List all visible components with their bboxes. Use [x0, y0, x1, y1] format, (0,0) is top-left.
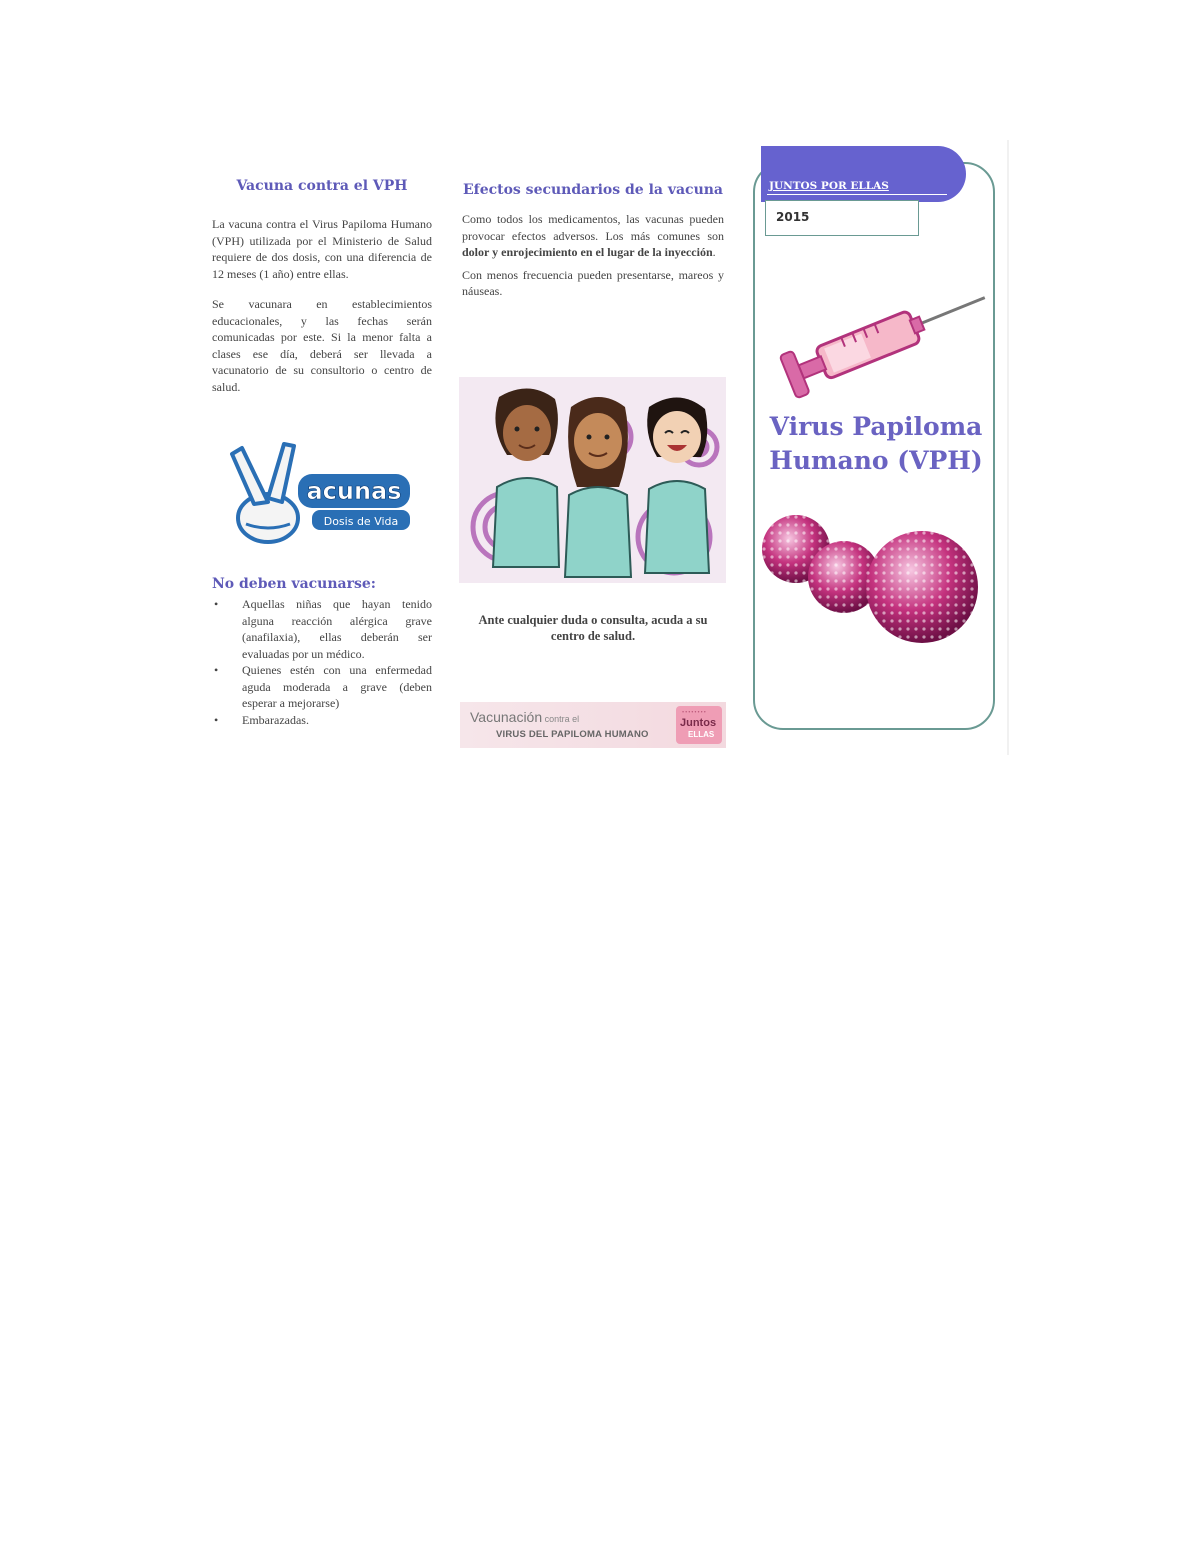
tab-rule: [767, 194, 947, 195]
banner-line2: VIRUS DEL PAPILOMA HUMANO: [496, 729, 649, 740]
cover-title: Virus Papiloma Humano (VPH): [769, 412, 983, 475]
syringe-barrel: [815, 310, 920, 379]
vaccine-location-paragraph: Se vacunara en establecimientos educacionales, y las fechas serán comunicadas por este. Si la menor falta a clases ese día, deberá ser llevada a vacunatorio de su consultorio o centro de salud.: [212, 297, 432, 394]
juntos-badge: [676, 706, 722, 744]
girl-right: [645, 397, 709, 573]
logo-word: acunas: [306, 477, 402, 505]
list-item: • Embarazadas.: [212, 712, 432, 729]
page-edge-mark: [1007, 140, 1009, 755]
side-effects-text-bold: dolor y enrojecimiento en el lugar de la inyección: [462, 245, 713, 259]
vaccine-info-column: [212, 178, 432, 409]
logo-sub: Dosis de Vida: [323, 515, 399, 528]
hand-finger-left: [232, 448, 268, 504]
no-deben-list: [212, 596, 432, 728]
virus-particles-image: [760, 505, 985, 650]
side-effects-paragraph: [462, 211, 724, 261]
vaccine-doses-paragraph: La vacuna contra el Virus Papiloma Humano (VPH) utilizada por el Ministerio de Salud requiere de dos dosis, con una diferencia de 12 meses (1 año) entre ellas.: [212, 217, 432, 281]
syringe-needle: [912, 298, 984, 327]
year-box: [765, 200, 919, 236]
list-item: • Quienes estén con una enfermedad aguda moderada a grave (deben esperar a mejorarse): [212, 662, 432, 712]
consult-note: Ante cualquier duda o consulta, acuda a su centro de salud.: [478, 613, 708, 643]
virus-particle-3: [866, 531, 978, 643]
syringe-icon: [765, 275, 995, 405]
side-effects-text-c: .: [712, 245, 716, 259]
side-effects-column: [462, 180, 724, 314]
side-effects-text-a: Como todos los medicamentos, las vacunas pueden provocar efectos adversos. Los más comunes son: [462, 212, 724, 243]
campaign-banner: [460, 702, 726, 748]
badge-dots: ••••••••: [682, 710, 707, 716]
vacunas-logo: [228, 440, 418, 555]
no-deben-heading: No deben vacunarse:: [212, 576, 376, 592]
less-frequent-paragraph: Con menos frecuencia pueden presentarse, mareos y náuseas.: [462, 267, 724, 298]
side-effects-heading: Efectos secundarios de la vacuna: [463, 182, 723, 198]
list-item: • Aquellas niñas que hayan tenido alguna reacción alérgica grave (anafilaxia), ellas deberán ser evaluadas por un médico.: [212, 596, 432, 662]
hand-finger-right: [268, 444, 294, 502]
three-girls-illustration: [459, 377, 726, 583]
vaccine-heading: Vacuna contra el VPH: [236, 178, 408, 194]
year-text: 2015: [776, 210, 810, 224]
badge-ellas: ELLAS: [688, 730, 715, 739]
banner-vacunacion: Vacunación: [470, 709, 543, 725]
cover-tab: [761, 146, 966, 202]
tab-label: JUNTOS POR ELLAS: [769, 180, 889, 192]
banner-contra: contra el: [542, 714, 580, 724]
banner-line1: [470, 709, 579, 725]
badge-juntos: Juntos: [680, 717, 717, 729]
